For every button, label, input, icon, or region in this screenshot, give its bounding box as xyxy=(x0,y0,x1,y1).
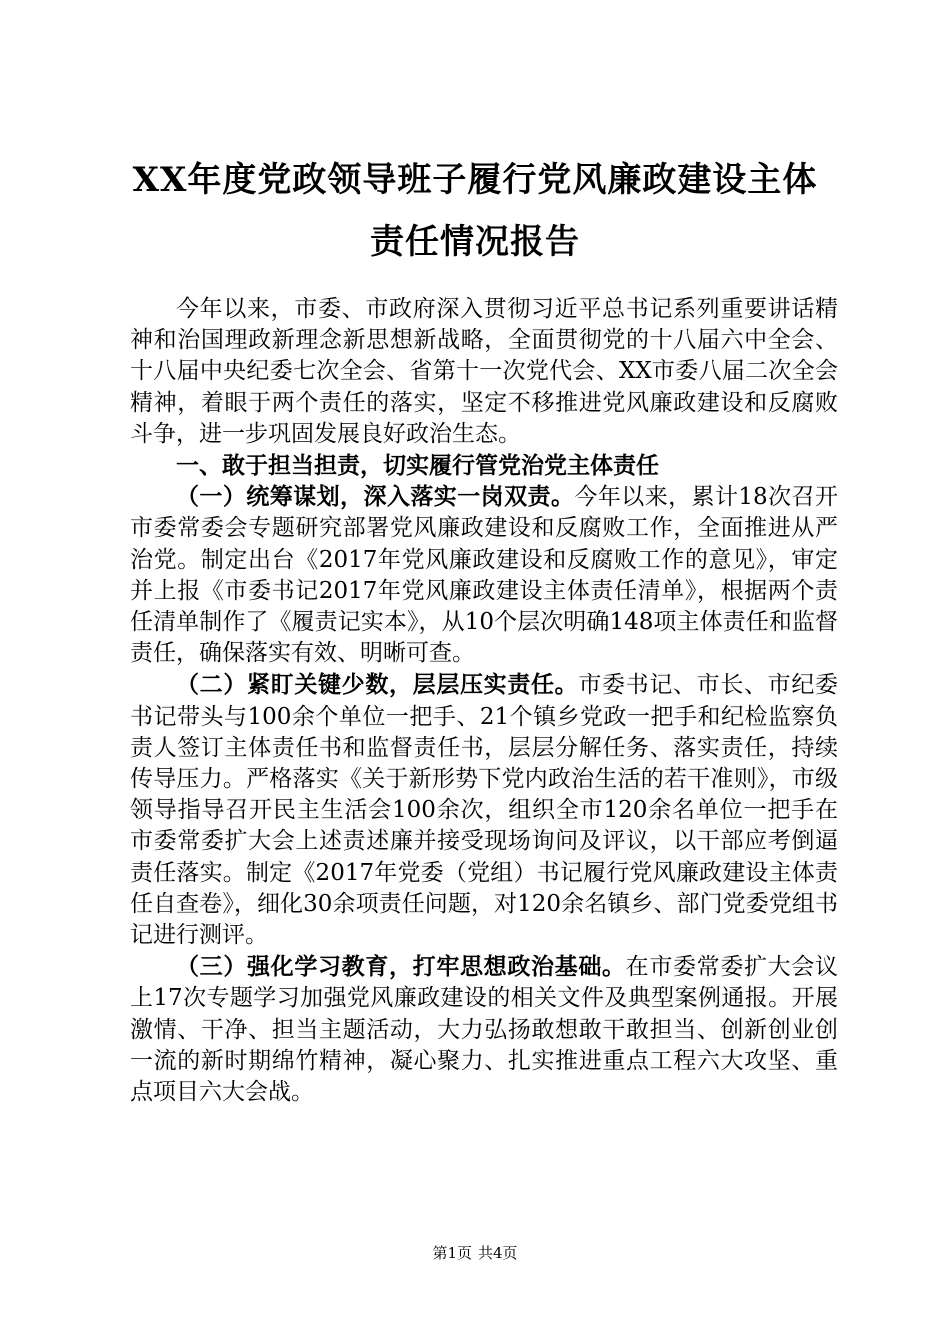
item-lead-2: （二）紧盯关键少数，层层压实责任。 xyxy=(176,671,579,699)
item-text-3: 在市委常委扩大会议上17次专题学习加强党风廉政建设的相关文件及典型案例通报。开展激情、干净、担当主题活动，大力弘扬敢想敢干敢担当、创新创业创一流的新时期绵竹精神，凝心聚力、扎实推进重点工程六大攻坚、重点项目六大会战。 xyxy=(130,954,839,1106)
item-paragraph-3 xyxy=(130,951,838,1108)
document-title-line2: 责任情况报告 xyxy=(370,222,580,262)
page-number: 第1页 xyxy=(432,1244,472,1262)
document-body xyxy=(130,294,838,1108)
document-title-line1: XX年度党政领导班子履行党风廉政建设主体 xyxy=(132,160,818,200)
item-paragraph-1 xyxy=(130,481,838,669)
item-lead-3: （三）强化学习教育，打牢思想政治基础。 xyxy=(176,953,626,981)
page-footer xyxy=(0,1244,950,1262)
section-heading: 一、敢于担当担责，切实履行管党治党主体责任 xyxy=(176,452,659,480)
intro-paragraph: 今年以来，市委、市政府深入贯彻习近平总书记系列重要讲话精神和治国理政新理念新思想新战略，全面贯彻党的十八届六中全会、十八届中央纪委七次全会、省第十一次党代会、XX市委八届二次全会精神，着眼于两个责任的落实，坚定不移推进党风廉政建设和反腐败斗争，进一步巩固发展良好政治生态。 xyxy=(130,296,838,447)
page-total: 共4页 xyxy=(478,1244,518,1262)
item-lead-1: （一）统筹谋划，深入落实一岗双责。 xyxy=(176,483,575,511)
item-paragraph-2 xyxy=(130,669,838,951)
item-text-1: 今年以来，累计18次召开市委常委会专题研究部署党风廉政建设和反腐败工作，全面推进从严治党。制定出台《2017年党风廉政建设和反腐败工作的意见》，审定并上报《市委书记2017年党风廉政建设主体责任清单》，根据两个责任清单制作了《履责记实本》，从10个层次明确148项主体责任和监督责任，确保落实有效、明晰可查。 xyxy=(130,484,838,667)
item-text-2: 市委书记、市长、市纪委书记带头与100余个单位一把手、21个镇乡党政一把手和纪检监察负责人签订主体责任书和监督责任书，层层分解任务、落实责任，持续传导压力。严格落实《关于新形势下党内政治生活的若干准则》，市级领导指导召开民主生活会100余次，组织全市120余名单位一把手在市委常委扩大会上述责述廉并接受现场询问及评议，以干部应考倒逼责任落实。制定《2017年党委（党组）书记履行党风廉政建设主体责任自查卷》，细化30余项责任问题，对120余名镇乡、部门党委党组书记进行测评。 xyxy=(130,672,839,949)
